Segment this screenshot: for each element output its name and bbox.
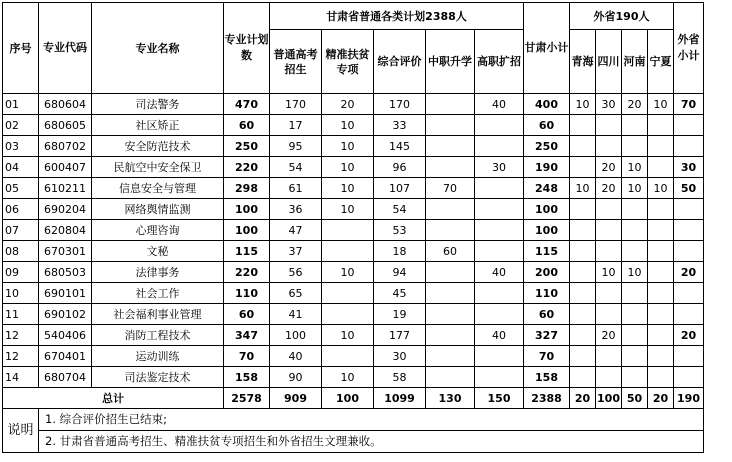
row-plan-total: 250: [224, 136, 270, 157]
row-major-name: 社会工作: [92, 283, 224, 304]
total-plan: 2578: [224, 388, 270, 409]
row-gaokao: 56: [270, 262, 322, 283]
row-vocational: [426, 199, 475, 220]
row-other-subtotal: [674, 367, 704, 388]
row-henan: [622, 199, 648, 220]
row-seq: 12: [3, 346, 39, 367]
table-row: [3, 136, 704, 157]
row-sichuan: 10: [596, 262, 622, 283]
row-other-subtotal: 30: [674, 157, 704, 178]
row-seq: 10: [3, 283, 39, 304]
row-vocational: 60: [426, 241, 475, 262]
table-row: [3, 325, 704, 346]
row-other-subtotal: [674, 115, 704, 136]
row-poverty-special: 10: [322, 325, 374, 346]
table-row: [3, 220, 704, 241]
row-seq: 05: [3, 178, 39, 199]
row-plan-total: 347: [224, 325, 270, 346]
row-gaokao: 90: [270, 367, 322, 388]
row-other-subtotal: [674, 220, 704, 241]
row-gansu-subtotal: 190: [524, 157, 570, 178]
row-gaokao: 95: [270, 136, 322, 157]
row-seq: 06: [3, 199, 39, 220]
row-seq: 03: [3, 136, 39, 157]
table-row: [3, 304, 704, 325]
header-province-col: 四川: [596, 30, 622, 94]
row-qinghai: [570, 241, 596, 262]
row-other-subtotal: [674, 346, 704, 367]
row-gaokao: 54: [270, 157, 322, 178]
row-gaokao: 47: [270, 220, 322, 241]
row-vocational: 70: [426, 178, 475, 199]
row-major-name: 民航空中安全保卫: [92, 157, 224, 178]
row-sichuan: [596, 136, 622, 157]
row-plan-total: 60: [224, 115, 270, 136]
row-other-subtotal: 70: [674, 94, 704, 115]
row-henan: [622, 325, 648, 346]
row-poverty-special: 10: [322, 157, 374, 178]
row-seq: 01: [3, 94, 39, 115]
row-gaokao: 37: [270, 241, 322, 262]
row-gaokao: 65: [270, 283, 322, 304]
row-other-subtotal: [674, 241, 704, 262]
row-expansion: 40: [475, 325, 524, 346]
total-row: [3, 388, 704, 409]
row-sichuan: 20: [596, 157, 622, 178]
row-qinghai: [570, 220, 596, 241]
row-major-name: 法律事务: [92, 262, 224, 283]
notes-label: 说明: [3, 409, 39, 453]
header-other-group: 外省190人: [570, 3, 674, 30]
row-comprehensive: 54: [374, 199, 426, 220]
row-ningxia: [648, 136, 674, 157]
row-henan: 10: [622, 262, 648, 283]
row-poverty-special: 10: [322, 136, 374, 157]
header-other-subtotal: 外省小计: [674, 3, 704, 94]
row-sichuan: [596, 367, 622, 388]
row-code: 680702: [39, 136, 92, 157]
row-gaokao: 36: [270, 199, 322, 220]
row-expansion: [475, 304, 524, 325]
header-gansu-col: 中职升学: [426, 30, 475, 94]
row-sichuan: 30: [596, 94, 622, 115]
row-vocational: [426, 325, 475, 346]
row-plan-total: 220: [224, 262, 270, 283]
row-sichuan: [596, 283, 622, 304]
row-poverty-special: [322, 283, 374, 304]
row-sichuan: [596, 346, 622, 367]
header-gansu-subtotal: 甘肃小计: [524, 3, 570, 94]
header-gansu-col: 综合评价: [374, 30, 426, 94]
row-expansion: [475, 283, 524, 304]
row-comprehensive: 145: [374, 136, 426, 157]
row-comprehensive: 177: [374, 325, 426, 346]
row-expansion: 40: [475, 262, 524, 283]
row-qinghai: 10: [570, 94, 596, 115]
row-plan-total: 60: [224, 304, 270, 325]
row-expansion: 30: [475, 157, 524, 178]
row-vocational: [426, 115, 475, 136]
row-sichuan: 20: [596, 178, 622, 199]
row-other-subtotal: [674, 304, 704, 325]
row-plan-total: 70: [224, 346, 270, 367]
row-ningxia: [648, 283, 674, 304]
row-sichuan: [596, 304, 622, 325]
row-qinghai: [570, 325, 596, 346]
row-vocational: [426, 220, 475, 241]
row-seq: 09: [3, 262, 39, 283]
row-gansu-subtotal: 158: [524, 367, 570, 388]
row-qinghai: [570, 199, 596, 220]
row-sichuan: [596, 115, 622, 136]
table-row: [3, 367, 704, 388]
row-ningxia: [648, 115, 674, 136]
row-seq: 12: [3, 325, 39, 346]
header-province-col: 河南: [622, 30, 648, 94]
row-vocational: [426, 136, 475, 157]
total-gansu-subtotal: 2388: [524, 388, 570, 409]
total-cell: 100: [322, 388, 374, 409]
row-expansion: [475, 136, 524, 157]
row-gaokao: 61: [270, 178, 322, 199]
row-ningxia: [648, 241, 674, 262]
row-poverty-special: [322, 346, 374, 367]
row-qinghai: [570, 157, 596, 178]
row-expansion: [475, 178, 524, 199]
row-other-subtotal: 20: [674, 325, 704, 346]
row-comprehensive: 18: [374, 241, 426, 262]
row-plan-total: 470: [224, 94, 270, 115]
row-gansu-subtotal: 200: [524, 262, 570, 283]
row-seq: 07: [3, 220, 39, 241]
header-gansu-group: 甘肃省普通各类计划2388人: [270, 3, 524, 30]
total-cell: 50: [622, 388, 648, 409]
table-row: [3, 157, 704, 178]
row-expansion: [475, 199, 524, 220]
enrollment-plan-table: [2, 2, 704, 453]
row-seq: 11: [3, 304, 39, 325]
row-ningxia: [648, 304, 674, 325]
row-comprehensive: 45: [374, 283, 426, 304]
total-cell: 130: [426, 388, 475, 409]
row-gansu-subtotal: 60: [524, 115, 570, 136]
row-qinghai: 10: [570, 178, 596, 199]
header-province-col: 宁夏: [648, 30, 674, 94]
row-poverty-special: [322, 220, 374, 241]
header-plan-total: 专业计划数: [224, 3, 270, 94]
row-major-name: 安全防范技术: [92, 136, 224, 157]
row-ningxia: 10: [648, 94, 674, 115]
row-ningxia: [648, 367, 674, 388]
row-gansu-subtotal: 400: [524, 94, 570, 115]
row-major-name: 心理咨询: [92, 220, 224, 241]
row-poverty-special: 10: [322, 262, 374, 283]
row-code: 620804: [39, 220, 92, 241]
row-major-name: 文秘: [92, 241, 224, 262]
total-cell: 20: [570, 388, 596, 409]
row-henan: [622, 304, 648, 325]
enrollment-plan-table-container: [2, 2, 704, 453]
row-major-name: 网络舆情监测: [92, 199, 224, 220]
row-gaokao: 40: [270, 346, 322, 367]
table-row: [3, 241, 704, 262]
row-code: 690204: [39, 199, 92, 220]
table-row: [3, 283, 704, 304]
row-code: 690101: [39, 283, 92, 304]
row-sichuan: [596, 241, 622, 262]
row-vocational: [426, 367, 475, 388]
row-qinghai: [570, 115, 596, 136]
row-code: 610211: [39, 178, 92, 199]
header-name: 专业名称: [92, 3, 224, 94]
row-comprehensive: 53: [374, 220, 426, 241]
row-plan-total: 115: [224, 241, 270, 262]
row-vocational: [426, 157, 475, 178]
row-gansu-subtotal: 110: [524, 283, 570, 304]
row-henan: [622, 367, 648, 388]
row-henan: [622, 115, 648, 136]
row-qinghai: [570, 262, 596, 283]
row-gansu-subtotal: 100: [524, 220, 570, 241]
row-comprehensive: 19: [374, 304, 426, 325]
row-other-subtotal: 50: [674, 178, 704, 199]
row-henan: [622, 346, 648, 367]
row-comprehensive: 58: [374, 367, 426, 388]
table-row: [3, 346, 704, 367]
row-gansu-subtotal: 60: [524, 304, 570, 325]
row-gaokao: 170: [270, 94, 322, 115]
row-qinghai: [570, 283, 596, 304]
row-code: 690102: [39, 304, 92, 325]
table-row: [3, 199, 704, 220]
row-plan-total: 298: [224, 178, 270, 199]
row-code: 680704: [39, 367, 92, 388]
row-seq: 04: [3, 157, 39, 178]
row-henan: [622, 283, 648, 304]
row-expansion: [475, 241, 524, 262]
header-gansu-col: 精准扶贫专项: [322, 30, 374, 94]
row-seq: 08: [3, 241, 39, 262]
row-henan: [622, 220, 648, 241]
row-vocational: [426, 304, 475, 325]
row-ningxia: [648, 220, 674, 241]
table-body: [3, 3, 704, 453]
row-other-subtotal: 20: [674, 262, 704, 283]
row-gansu-subtotal: 100: [524, 199, 570, 220]
row-ningxia: [648, 199, 674, 220]
note-line: 1. 综合评价招生已结束;: [39, 409, 704, 431]
row-henan: [622, 241, 648, 262]
row-vocational: [426, 346, 475, 367]
row-gansu-subtotal: 327: [524, 325, 570, 346]
row-gansu-subtotal: 115: [524, 241, 570, 262]
row-major-name: 司法鉴定技术: [92, 367, 224, 388]
row-plan-total: 100: [224, 220, 270, 241]
row-poverty-special: 10: [322, 199, 374, 220]
row-major-name: 社区矫正: [92, 115, 224, 136]
row-henan: 10: [622, 157, 648, 178]
header-gansu-col: 普通高考招生: [270, 30, 322, 94]
row-other-subtotal: [674, 199, 704, 220]
row-expansion: 40: [475, 94, 524, 115]
row-poverty-special: [322, 304, 374, 325]
row-major-name: 司法警务: [92, 94, 224, 115]
header-province-col: 青海: [570, 30, 596, 94]
row-henan: 10: [622, 178, 648, 199]
row-ningxia: [648, 157, 674, 178]
table-row: [3, 115, 704, 136]
row-plan-total: 110: [224, 283, 270, 304]
row-comprehensive: 107: [374, 178, 426, 199]
row-poverty-special: 20: [322, 94, 374, 115]
row-henan: [622, 136, 648, 157]
row-sichuan: 20: [596, 325, 622, 346]
row-vocational: [426, 283, 475, 304]
row-ningxia: [648, 346, 674, 367]
row-vocational: [426, 262, 475, 283]
row-comprehensive: 96: [374, 157, 426, 178]
row-plan-total: 158: [224, 367, 270, 388]
row-major-name: 消防工程技术: [92, 325, 224, 346]
row-sichuan: [596, 199, 622, 220]
header-row-1: [3, 3, 704, 30]
table-row: [3, 178, 704, 199]
row-expansion: [475, 367, 524, 388]
row-gansu-subtotal: 70: [524, 346, 570, 367]
row-comprehensive: 94: [374, 262, 426, 283]
row-major-name: 社会福利事业管理: [92, 304, 224, 325]
row-expansion: [475, 220, 524, 241]
row-gaokao: 17: [270, 115, 322, 136]
row-seq: 02: [3, 115, 39, 136]
header-seq: 序号: [3, 3, 39, 94]
row-seq: 14: [3, 367, 39, 388]
row-other-subtotal: [674, 136, 704, 157]
row-plan-total: 100: [224, 199, 270, 220]
row-comprehensive: 33: [374, 115, 426, 136]
total-cell: 100: [596, 388, 622, 409]
notes-row-2: [3, 431, 704, 453]
row-gansu-subtotal: 250: [524, 136, 570, 157]
row-plan-total: 220: [224, 157, 270, 178]
table-row: [3, 94, 704, 115]
row-expansion: [475, 115, 524, 136]
row-gaokao: 100: [270, 325, 322, 346]
row-poverty-special: 10: [322, 115, 374, 136]
row-major-name: 信息安全与管理: [92, 178, 224, 199]
row-major-name: 运动训练: [92, 346, 224, 367]
total-label: 总计: [3, 388, 224, 409]
row-code: 680605: [39, 115, 92, 136]
row-code: 670301: [39, 241, 92, 262]
total-cell: 909: [270, 388, 322, 409]
row-qinghai: [570, 136, 596, 157]
row-comprehensive: 30: [374, 346, 426, 367]
row-poverty-special: [322, 241, 374, 262]
row-gaokao: 41: [270, 304, 322, 325]
row-sichuan: [596, 220, 622, 241]
row-ningxia: [648, 262, 674, 283]
row-henan: 20: [622, 94, 648, 115]
row-comprehensive: 170: [374, 94, 426, 115]
row-ningxia: [648, 325, 674, 346]
table-row: [3, 262, 704, 283]
note-line: 2. 甘肃省普通高考招生、精准扶贫专项招生和外省招生文理兼收。: [39, 431, 704, 453]
row-poverty-special: 10: [322, 367, 374, 388]
header-gansu-col: 高职扩招: [475, 30, 524, 94]
header-code: 专业代码: [39, 3, 92, 94]
row-qinghai: [570, 346, 596, 367]
total-other-subtotal: 190: [674, 388, 704, 409]
row-code: 670401: [39, 346, 92, 367]
row-code: 600407: [39, 157, 92, 178]
total-cell: 20: [648, 388, 674, 409]
notes-row-1: [3, 409, 704, 431]
total-cell: 150: [475, 388, 524, 409]
row-ningxia: 10: [648, 178, 674, 199]
row-code: 540406: [39, 325, 92, 346]
row-expansion: [475, 346, 524, 367]
row-other-subtotal: [674, 283, 704, 304]
row-vocational: [426, 94, 475, 115]
row-poverty-special: 10: [322, 178, 374, 199]
row-qinghai: [570, 367, 596, 388]
row-qinghai: [570, 304, 596, 325]
row-gansu-subtotal: 248: [524, 178, 570, 199]
row-code: 680503: [39, 262, 92, 283]
total-cell: 1099: [374, 388, 426, 409]
row-code: 680604: [39, 94, 92, 115]
